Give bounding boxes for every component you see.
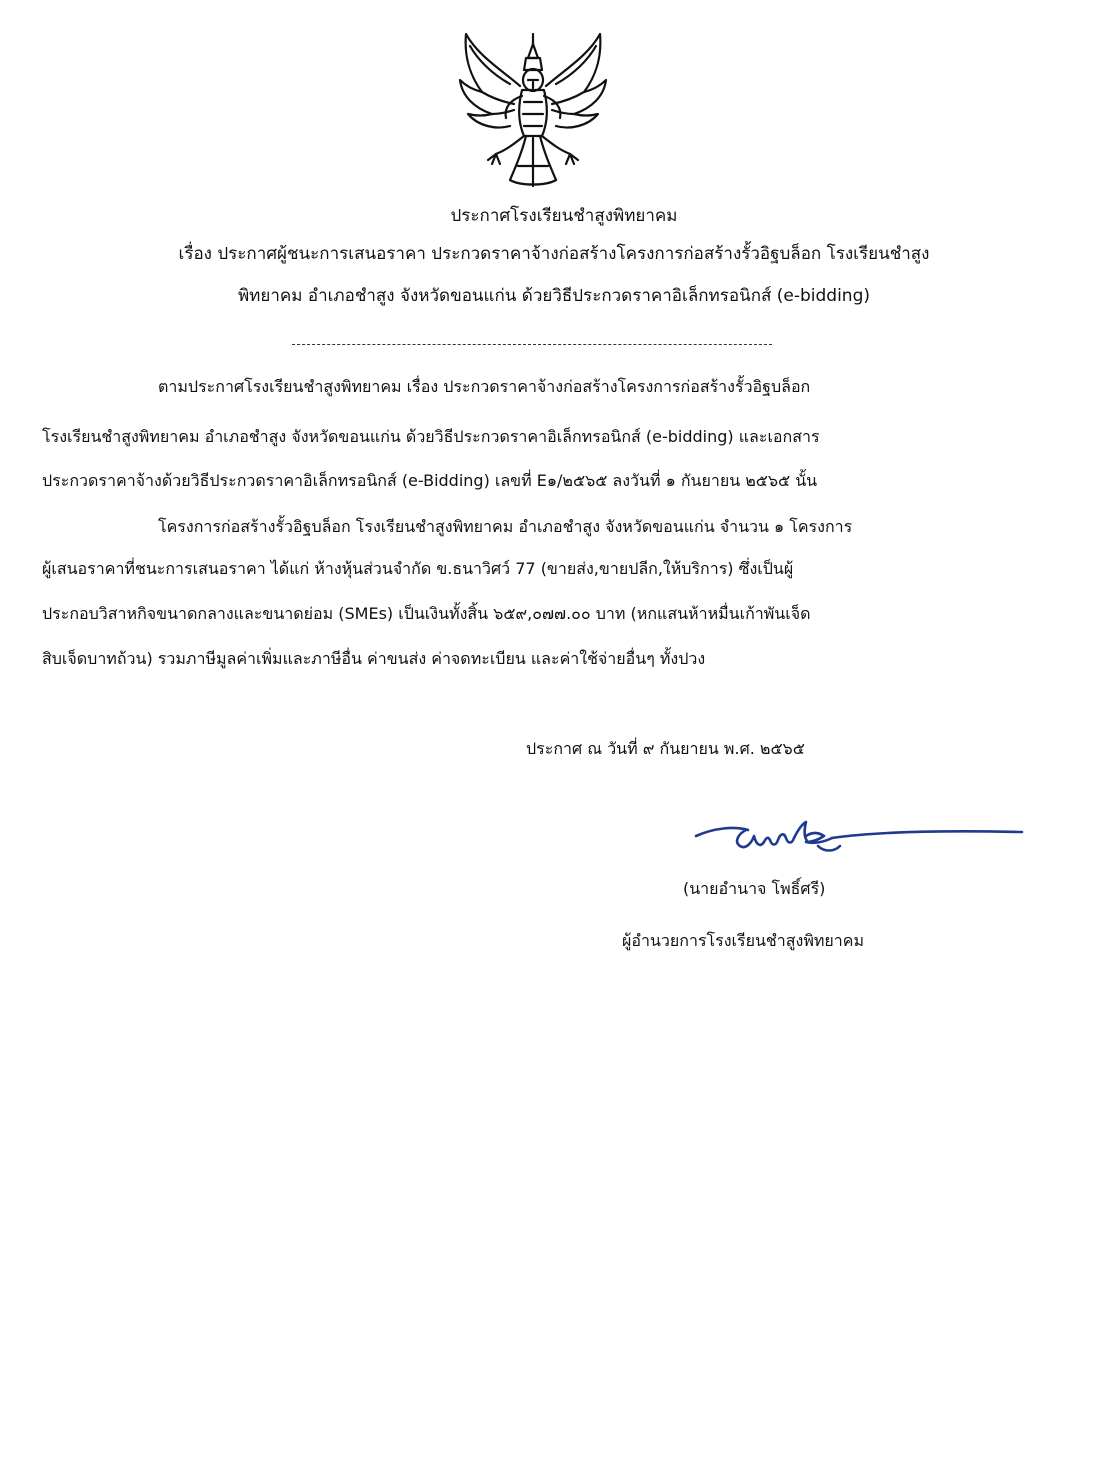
announcement-title: ประกาศโรงเรียนชำสูงพิทยาคม xyxy=(450,206,678,226)
body-line-2: โรงเรียนชำสูงพิทยาคม อำเภอชำสูง จังหวัดขอนแก่น ด้วยวิธีประกวดราคาอิเล็กทรอนิกส์ (e-bidding) และเอกสาร xyxy=(42,427,820,446)
body-line-4: โครงการก่อสร้างรั้วอิฐบล็อก โรงเรียนชำสูงพิทยาคม อำเภอชำสูง จังหวัดขอนแก่น จำนวน ๑ โครงการ xyxy=(158,517,853,536)
body-line-5: ผู้เสนอราคาที่ชนะการเสนอราคา ได้แก่ ห้างหุ้นส่วนจำกัด ข.ธนาวิศว์ 77 (ขายส่ง,ขายปลีก,ให้บริการ) ซึ่งเป็นผู้ xyxy=(42,559,794,578)
signer-position: ผู้อำนวยการโรงเรียนชำสูงพิทยาคม xyxy=(622,931,865,950)
subject-line-2: พิทยาคม อำเภอชำสูง จังหวัดขอนแก่น ด้วยวิธีประกวดราคาอิเล็กทรอนิกส์ (e-bidding) xyxy=(237,286,871,306)
garuda-emblem-icon xyxy=(448,26,618,196)
body-line-3: ประกวดราคาจ้างด้วยวิธีประกวดราคาอิเล็กทรอนิกส์ (e-Bidding) เลขที่ E๑/๒๕๖๕ ลงวันที่ ๑ กันยายน ๒๕๖๕ นั้น xyxy=(42,471,818,490)
title-divider xyxy=(292,344,772,345)
handwritten-signature xyxy=(694,812,1024,868)
body-line-7: สิบเจ็ดบาทถ้วน) รวมภาษีมูลค่าเพิ่มและภาษีอื่น ค่าขนส่ง ค่าจดทะเบียน และค่าใช้จ่ายอื่นๆ ทั้งปวง xyxy=(42,649,706,668)
body-line-6: ประกอบวิสาหกิจขนาดกลางและขนาดย่อม (SMEs) เป็นเงินทั้งสิ้น ๖๕๙,๐๗๗.๐๐ บาท (หกแสนห้าหมื่นเก้าพันเจ็ด xyxy=(42,604,811,623)
signer-name: (นายอำนาจ โพธิ์ศรี) xyxy=(683,879,826,898)
body-line-1: ตามประกาศโรงเรียนชำสูงพิทยาคม เรื่อง ประกวดราคาจ้างก่อสร้างโครงการก่อสร้างรั้วอิฐบล็อก xyxy=(158,377,811,396)
subject-line-1: เรื่อง ประกาศผู้ชนะการเสนอราคา ประกวดราคาจ้างก่อสร้างโครงการก่อสร้างรั้วอิฐบล็อก โรงเรียนชำสูง xyxy=(178,244,930,264)
announcement-date: ประกาศ ณ วันที่ ๙ กันยายน พ.ศ. ๒๕๖๕ xyxy=(526,739,805,758)
